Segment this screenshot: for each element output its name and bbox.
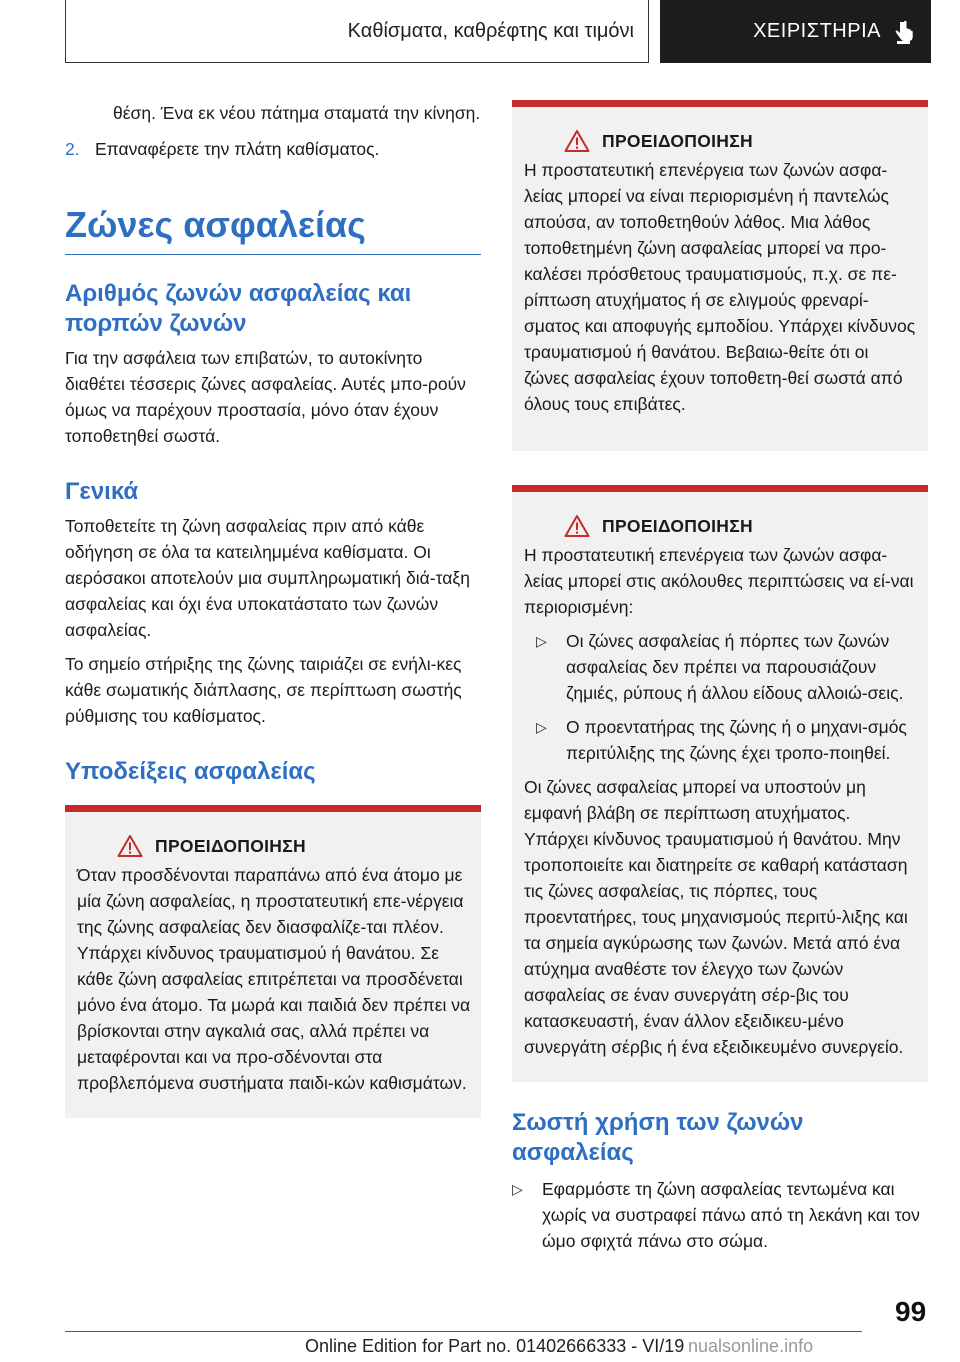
bullet-text: Εφαρμόστε τη ζώνη ασφαλείας τεντωμένα και χωρίς να συστραφεί πάνω από τη λεκάνη και τον ώμο σφιχτά πάνω στο σώμα. — [542, 1179, 920, 1251]
warning-text: Όταν προσδένονται παραπάνω από ένα άτομο με μία ζώνη ασφαλείας, η προστατευτική επε-νέργεια της ζώνης ασφαλείας δεν διασφαλίζε-ται πλέον. Υπάρχει κίνδυνος τραυματισμού ή θανάτου. Σε κάθε ζώνη ασφαλείας επιτρέπεται να προσδένεται μόνο ένα άτομο. Τα μωρά και παιδιά δεν πρέπει να βρίσκονται στην αγκαλιά σας, αλλά πρέπει να μεταφέρονται και να προ-σδένονται στα προβλεπόμενα συστήματα παιδι-κών καθισμάτων. — [77, 865, 471, 1093]
section-heading-general: Γενικά — [65, 478, 139, 505]
bullet-triangle-icon: ▷ — [536, 719, 547, 735]
warning-header — [524, 129, 918, 153]
right-column — [512, 100, 928, 1254]
warning-text: Η προστατευτική επενέργεια των ζωνών ασφα-λείας μπορεί να είναι περιορισμένη ή παντελώς απούσα, αν τοποθετηθούν λάθος. Μια λάθος τοποθετημένη ζώνη ασφαλείας μπορεί να προ-καλέσει πρόσθετους τραυματισμούς, π.χ. σε πε-ρίπτωση ατυχήματος ή σε ελιγμούς φρεναρί-σματος και αποφυγής εμποδίου. Υπάρχει κίνδυνος τραυματισμού ή θανάτου. Βεβαιω-θείτε ότι οι ζώνες ασφαλείας έχουν τοποθετη-θεί σωστά από όλους τους επιβάτες. — [524, 160, 916, 414]
section-heading-belt-count: Αριθμός ζωνών ασφαλείας και πορπών ζωνών — [65, 280, 412, 337]
warning-title: ΠΡΟΕΙΔΟΠΟΙΗΣΗ — [155, 835, 306, 856]
step-2 — [65, 136, 481, 162]
step-text: Επαναφέρετε την πλάτη καθίσματος. — [95, 139, 380, 159]
warning-box-1 — [65, 805, 481, 1118]
section-heading-correct-use: Σωστή χρήση των ζωνών ασφαλείας — [512, 1109, 804, 1166]
warning-triangle-icon — [564, 129, 590, 153]
warning-outro: Οι ζώνες ασφαλείας μπορεί να υποστούν μη εμφανή βλάβη σε περίπτωση ατυχήματος. Υπάρχει κίνδυνος τραυματισμού ή θανάτου. Μην τροποποιείτε και διατηρείτε σε καθαρή κατάσταση τις ζώνες ασφαλείας, τις πόρπες, τους προεντατήρες, τους μηχανισμούς περιτύ-λιξης και τα σημεία αγκύρωσης των ζωνών. Μετά από ένα ατύχημα αναθέστε τον έλεγχο των ζωνών ασφαλείας σε έναν συνεργάτη σέρ-βις του κατασκευαστή, έναν άλλον εξειδικευ-μένο συνεργάτη σέρβις ή ένα εξειδικευμένο συνεργείο. — [524, 777, 908, 1057]
left-column — [65, 100, 481, 1118]
warning-header — [77, 834, 471, 858]
section-text-general-2: Το σημείο στήριξης της ζώνης ταιριάζει σε ενήλι-κες κάθε σωματικής διάπλασης, σε περίπτωση σωστής ρύθμισης του καθίσματος. — [65, 654, 462, 726]
bullet-triangle-icon: ▷ — [512, 1181, 523, 1197]
page-number: 99 — [895, 1296, 927, 1327]
section-heading-safety-notes: Υποδείξεις ασφαλείας — [65, 758, 316, 785]
hand-pointer-icon — [891, 19, 917, 45]
section-text-general-1: Τοποθετείτε τη ζώνη ασφαλείας πριν από κάθε οδήγηση σε όλα τα κατειλημμένα καθίσματα. Οι αερόσακοι αποτελούν μια συμπληρωματική διά-ταξη ασφαλείας και όχι ένα υποκατάστατο των ζωνών ασφαλείας. — [65, 516, 470, 640]
header-chapter-title: Καθίσματα, καθρέφτης και τιμόνι — [347, 19, 634, 42]
warning-bullet-2 — [524, 714, 918, 766]
warning-title: ΠΡΟΕΙΔΟΠΟΙΗΣΗ — [602, 130, 753, 151]
warning-header — [524, 514, 918, 538]
footer-divider — [65, 1331, 862, 1332]
header-manual-label: ΧΕΙΡΙΣΤΗΡΙΑ — [753, 20, 881, 42]
section-text-belt-count: Για την ασφάλεια των επιβατών, το αυτοκίνητο διαθέτει τέσσερις ζώνες ασφαλείας. Αυτές μπο-ρούν όμως να παρέχουν προστασία, μόνο όταν έχουν τοποθετηθεί σωστά. — [65, 348, 466, 446]
footer-watermark: nualsonline.info — [688, 1336, 814, 1356]
warning-title: ΠΡΟΕΙΔΟΠΟΙΗΣΗ — [602, 515, 753, 536]
warning-triangle-icon — [117, 834, 143, 858]
warning-bullet-1 — [524, 628, 918, 706]
warning-triangle-icon — [564, 514, 590, 538]
bullet-text: Οι ζώνες ασφαλείας ή πόρπες των ζωνών ασφαλείας δεν πρέπει να παρουσιάζουν ζημιές, ρύπους ή άλλου είδους αλλοιώ-σεις. — [566, 631, 904, 703]
step-number: 2. — [65, 139, 80, 159]
chapter-heading: Ζώνες ασφαλείας — [65, 204, 481, 255]
continued-step-text: θέση. Ένα εκ νέου πάτημα σταματά την κίνηση. — [113, 103, 481, 123]
header-chapter-box — [65, 0, 649, 63]
warning-intro: Η προστατευτική επενέργεια των ζωνών ασφα-λείας μπορεί στις ακόλουθες περιπτώσεις να εί-ναι περιορισμένη: — [524, 545, 914, 617]
bullet-text: Ο προεντατήρας της ζώνης ή ο μηχανι-σμός περιτύλιξης της ζώνης έχει τροπο-ποιηθεί. — [566, 717, 907, 763]
bullet-triangle-icon: ▷ — [536, 633, 547, 649]
correct-use-bullet — [512, 1176, 928, 1254]
warning-box-3 — [512, 485, 928, 1082]
header-manual-tab[interactable] — [660, 0, 931, 63]
warning-box-2 — [512, 100, 928, 451]
footer-edition: Online Edition for Part no. 01402666333 - VI/19 — [305, 1336, 685, 1356]
